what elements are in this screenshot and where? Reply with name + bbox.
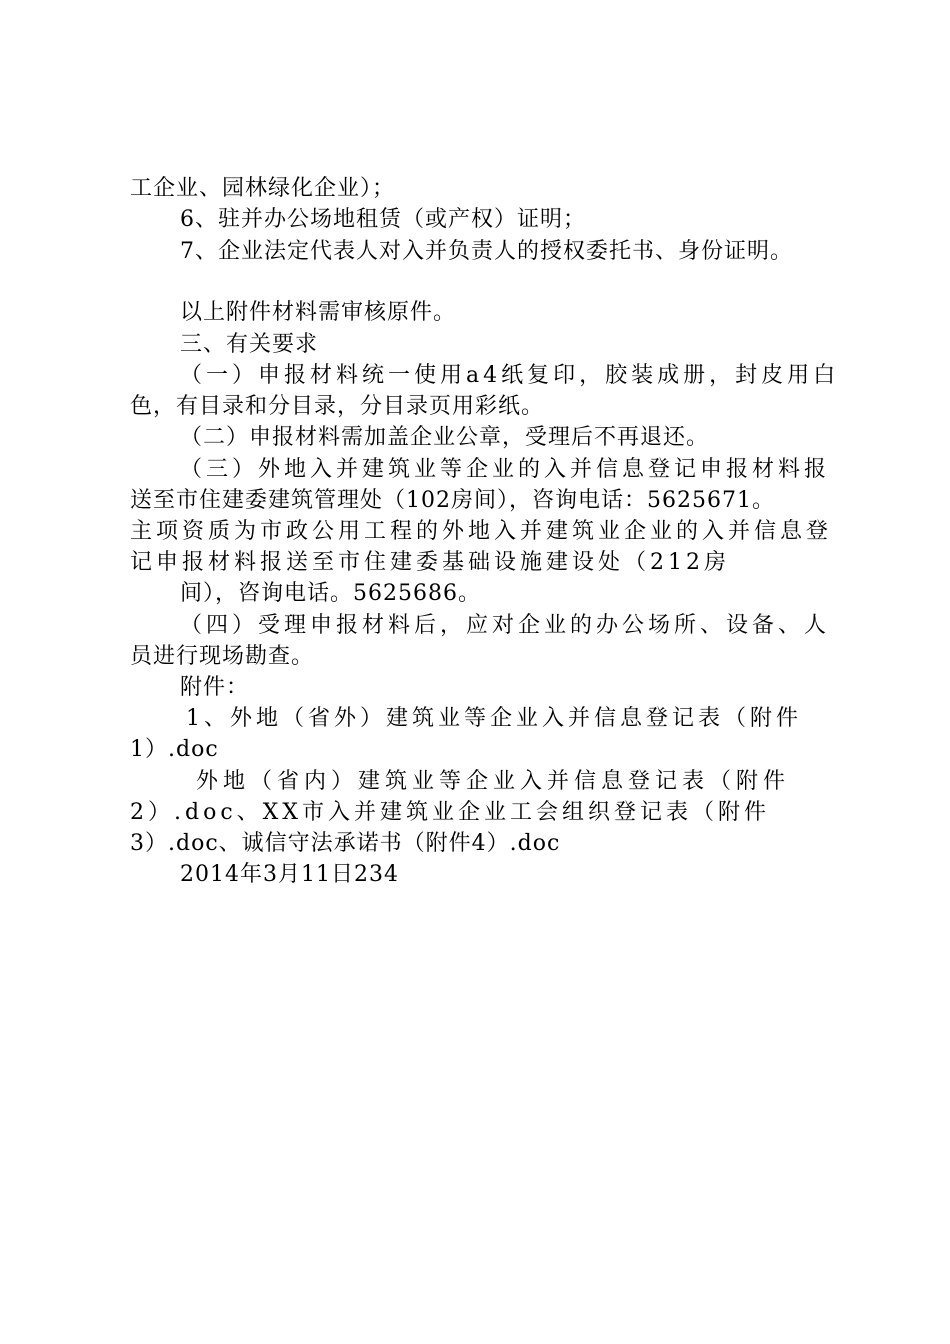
text-line-1: 工企业、园林绿化企业）； [130, 176, 396, 201]
attachment-2-3-line: 2）.doc、XX市入并建筑业企业工会组织登记表（附件 [130, 800, 770, 825]
attachment-2-line: 外地（省内）建筑业等企业入并信息登记表（附件 [196, 769, 791, 794]
attachment-1-file: 1）.doc [130, 737, 219, 762]
text-line-8: （二）申报材料需加盖企业公章，受理后不再退还。 [180, 425, 710, 450]
text-line-15: 员进行现场勘查。 [130, 644, 315, 669]
text-line-6: （一）申报材料统一使用a4纸复印，胶装成册，封皮用白 [180, 363, 840, 388]
text-line-14: （四）受理申报材料后，应对企业的办公场所、设备、人 [180, 613, 831, 638]
attachment-1-line: 1、外地（省外）建筑业等企业入并信息登记表（附件 [186, 706, 802, 731]
text-line-7: 色，有目录和分目录，分目录页用彩纸。 [130, 394, 545, 419]
text-line-16: 附件： [180, 675, 250, 700]
text-line-11: 主项资质为市政公用工程的外地入并建筑业企业的入并信息登 [130, 519, 833, 544]
text-line-13: 间），咨询电话。5625686。 [180, 581, 481, 606]
text-line-12: 记申报材料报送至市住建委基础设施建设处（212房 [130, 550, 730, 575]
text-line-9: （三）外地入并建筑业等企业的入并信息登记申报材料报 [180, 457, 831, 482]
section-heading: 三、有关要求 [180, 332, 319, 357]
text-line-10: 送至市住建委建筑管理处（102房间），咨询电话：5625671。 [130, 488, 775, 513]
document-date: 2014年3月11日234 [180, 862, 399, 887]
text-line-2: 6、驻并办公场地租赁（或产权）证明； [180, 207, 586, 232]
text-line-3: 7、企业法定代表人对入并负责人的授权委托书、身份证明。 [180, 239, 793, 264]
text-line-4: 以上附件材料需审核原件。 [180, 300, 457, 325]
attachment-3-4-line: 3）.doc、诚信守法承诺书（附件4）.doc [130, 831, 561, 856]
